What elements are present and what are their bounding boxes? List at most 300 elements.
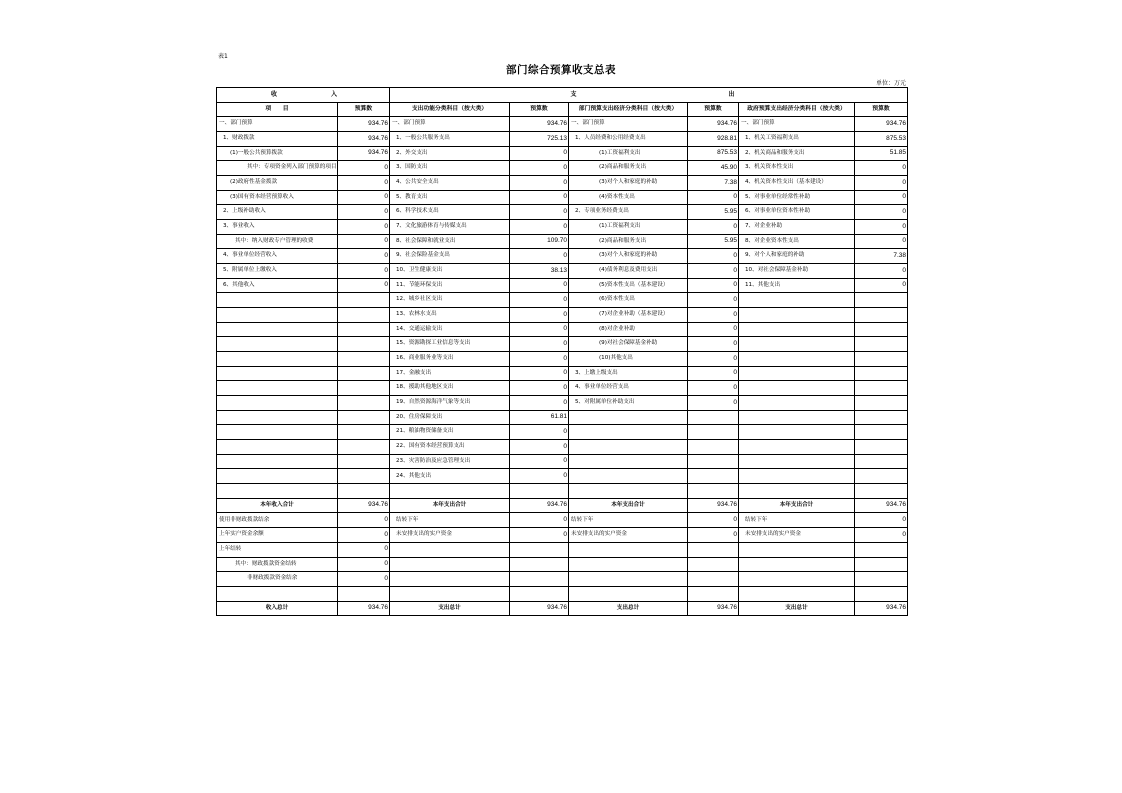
item-label-cell: 3、上缴上级支出 xyxy=(569,366,688,381)
budget-amount-cell: 0 xyxy=(338,234,390,249)
item-label-cell: (2)商品和服务支出 xyxy=(569,234,688,249)
item-label-cell: 支出总计 xyxy=(569,601,688,616)
item-label-cell xyxy=(569,542,688,557)
col-header: 政府预算支出经济分类科目（按大类） xyxy=(739,102,855,117)
table-row xyxy=(217,278,908,293)
item-label-cell: 一、部门预算 xyxy=(739,117,855,132)
item-label-cell: (9)对社会保障基金补助 xyxy=(569,337,688,352)
table-row xyxy=(217,396,908,411)
budget-amount-cell: 0 xyxy=(338,542,390,557)
item-label-cell: (3)对个人和家庭的补助 xyxy=(569,176,688,191)
item-label-cell xyxy=(739,352,855,367)
item-label-cell xyxy=(217,396,338,411)
item-label-cell: 其中：财政拨款资金结转 xyxy=(217,557,338,572)
item-label-cell xyxy=(739,410,855,425)
table-row xyxy=(217,293,908,308)
item-label-cell: 未安排支出的实户资金 xyxy=(569,528,688,543)
budget-amount-cell: 0 xyxy=(338,264,390,279)
budget-amount-cell: 0 xyxy=(688,322,739,337)
item-label-cell: 5、附属单位上缴收入 xyxy=(217,264,338,279)
table-row xyxy=(217,572,908,587)
item-label-cell: 6、科学技术支出 xyxy=(390,205,510,220)
table-row xyxy=(217,249,908,264)
budget-amount-cell: 725.13 xyxy=(510,132,569,147)
item-label-cell: (5)资本性支出（基本建设） xyxy=(569,278,688,293)
budget-amount-cell: 0 xyxy=(510,454,569,469)
budget-amount-cell: 0 xyxy=(855,161,908,176)
budget-amount-cell: 0 xyxy=(855,234,908,249)
budget-amount-cell xyxy=(855,469,908,484)
table-row xyxy=(217,205,908,220)
budget-amount-cell xyxy=(338,425,390,440)
budget-amount-cell: 0 xyxy=(338,205,390,220)
budget-amount-cell: 0 xyxy=(338,161,390,176)
budget-amount-cell: 934.76 xyxy=(338,498,390,513)
budget-amount-cell xyxy=(338,366,390,381)
item-label-cell: 支出总计 xyxy=(739,601,855,616)
budget-amount-cell: 0 xyxy=(338,220,390,235)
table-row xyxy=(217,352,908,367)
item-label-cell xyxy=(739,542,855,557)
budget-amount-cell: 928.81 xyxy=(688,132,739,147)
table-row xyxy=(217,234,908,249)
item-label-cell xyxy=(569,586,688,601)
item-label-cell: 3、机关资本性支出 xyxy=(739,161,855,176)
budget-amount-cell xyxy=(855,337,908,352)
item-label-cell xyxy=(739,293,855,308)
item-label-cell: 上年实户资金余额 xyxy=(217,528,338,543)
budget-amount-cell: 0 xyxy=(510,528,569,543)
item-label-cell: 2、专项业务经费支出 xyxy=(569,205,688,220)
budget-amount-cell: 0 xyxy=(338,528,390,543)
budget-amount-cell: 0 xyxy=(688,366,739,381)
item-label-cell xyxy=(217,381,338,396)
item-label-cell: (1)工资福利支出 xyxy=(569,146,688,161)
budget-amount-cell: 934.76 xyxy=(338,117,390,132)
table-row xyxy=(217,366,908,381)
item-label-cell xyxy=(217,440,338,455)
budget-amount-cell: 0 xyxy=(510,322,569,337)
item-label-cell: 一、部门预算 xyxy=(390,117,510,132)
budget-amount-cell: 0 xyxy=(510,308,569,323)
column-header-row xyxy=(217,102,908,117)
item-label-cell xyxy=(569,572,688,587)
item-label-cell xyxy=(217,337,338,352)
budget-amount-cell: 61.81 xyxy=(510,410,569,425)
budget-amount-cell: 934.76 xyxy=(338,601,390,616)
budget-amount-cell: 0 xyxy=(510,469,569,484)
item-label-cell xyxy=(390,557,510,572)
item-label-cell: 7、文化旅游体育与传媒支出 xyxy=(390,220,510,235)
item-label-cell: 3、国防支出 xyxy=(390,161,510,176)
budget-amount-cell: 0 xyxy=(855,528,908,543)
budget-amount-cell: 934.76 xyxy=(688,117,739,132)
item-label-cell: (8)对企业补助 xyxy=(569,322,688,337)
table-row xyxy=(217,146,908,161)
item-label-cell: 4、公共安全支出 xyxy=(390,176,510,191)
budget-amount-cell: 0 xyxy=(688,396,739,411)
budget-amount-cell: 0 xyxy=(510,381,569,396)
item-label-cell: 4、事业单位经营收入 xyxy=(217,249,338,264)
item-label-cell xyxy=(739,440,855,455)
item-label-cell xyxy=(739,381,855,396)
item-label-cell: 15、资源勘探工业信息等支出 xyxy=(390,337,510,352)
budget-amount-cell: 0 xyxy=(688,352,739,367)
table-row xyxy=(217,513,908,528)
item-label-cell xyxy=(569,410,688,425)
budget-amount-cell: 934.76 xyxy=(338,132,390,147)
budget-amount-cell xyxy=(855,454,908,469)
budget-amount-cell xyxy=(338,469,390,484)
item-label-cell xyxy=(739,396,855,411)
budget-amount-cell: 5.95 xyxy=(688,234,739,249)
item-label-cell: 19、自然资源海洋气象等支出 xyxy=(390,396,510,411)
item-label-cell xyxy=(217,322,338,337)
table-row xyxy=(217,190,908,205)
item-label-cell xyxy=(569,469,688,484)
budget-amount-cell xyxy=(338,308,390,323)
table-row xyxy=(217,337,908,352)
budget-amount-cell: 0 xyxy=(510,278,569,293)
budget-amount-cell xyxy=(855,440,908,455)
expense-section-header xyxy=(390,88,908,103)
budget-amount-cell: 0 xyxy=(338,190,390,205)
budget-amount-cell xyxy=(855,293,908,308)
budget-amount-cell xyxy=(338,410,390,425)
budget-amount-cell: 0 xyxy=(510,425,569,440)
item-label-cell xyxy=(569,484,688,499)
item-label-cell xyxy=(569,440,688,455)
item-label-cell xyxy=(217,366,338,381)
table-row xyxy=(217,161,908,176)
item-label-cell: (4)资本性支出 xyxy=(569,190,688,205)
item-label-cell: 8、对企业资本性支出 xyxy=(739,234,855,249)
item-label-cell: (1)工资福利支出 xyxy=(569,220,688,235)
item-label-cell: 5、教育支出 xyxy=(390,190,510,205)
budget-amount-cell: 0 xyxy=(510,396,569,411)
budget-amount-cell: 0 xyxy=(510,293,569,308)
item-label-cell: 1、人员经费和公用经费支出 xyxy=(569,132,688,147)
item-label-cell: 1、机关工资福利支出 xyxy=(739,132,855,147)
item-label-cell xyxy=(217,352,338,367)
item-label-cell: 6、对事业单位资本性补助 xyxy=(739,205,855,220)
item-label-cell: 22、国有资本经营预算支出 xyxy=(390,440,510,455)
budget-amount-cell: 0 xyxy=(688,264,739,279)
item-label-cell: 本年收入合计 xyxy=(217,498,338,513)
budget-table xyxy=(216,87,908,616)
table-row xyxy=(217,381,908,396)
unit-label: 单位：万元 xyxy=(875,80,906,87)
item-label-cell xyxy=(739,425,855,440)
item-label-cell: 未安排支出的实户资金 xyxy=(739,528,855,543)
item-label-cell xyxy=(390,586,510,601)
budget-amount-cell: 0 xyxy=(510,249,569,264)
item-label-cell: 3、事业收入 xyxy=(217,220,338,235)
item-label-cell: 结转下年 xyxy=(390,513,510,528)
item-label-cell: 未安排支出的实户资金 xyxy=(390,528,510,543)
budget-amount-cell xyxy=(510,542,569,557)
table-row xyxy=(217,264,908,279)
budget-amount-cell: 934.76 xyxy=(855,601,908,616)
budget-amount-cell: 934.76 xyxy=(510,601,569,616)
item-label-cell: 13、农林水支出 xyxy=(390,308,510,323)
item-label-cell: 5、对附属单位补助支出 xyxy=(569,396,688,411)
budget-amount-cell xyxy=(688,440,739,455)
item-label-cell: 一、部门预算 xyxy=(569,117,688,132)
item-label-cell: (6)资本性支出 xyxy=(569,293,688,308)
budget-amount-cell: 0 xyxy=(688,308,739,323)
item-label-cell: 4、事业单位经营支出 xyxy=(569,381,688,396)
budget-amount-cell: 0 xyxy=(855,220,908,235)
budget-amount-cell xyxy=(855,425,908,440)
budget-amount-cell: 934.76 xyxy=(338,146,390,161)
item-label-cell: 4、机关资本性支出（基本建设） xyxy=(739,176,855,191)
table-row xyxy=(217,586,908,601)
budget-amount-cell xyxy=(510,572,569,587)
budget-amount-cell: 0 xyxy=(688,381,739,396)
col-header: 部门预算支出经济分类科目（按大类） xyxy=(569,102,688,117)
item-label-cell: 16、商业服务业等支出 xyxy=(390,352,510,367)
item-label-cell xyxy=(217,293,338,308)
budget-amount-cell xyxy=(338,337,390,352)
budget-amount-cell xyxy=(338,381,390,396)
budget-amount-cell: 0 xyxy=(688,278,739,293)
budget-amount-cell: 7.38 xyxy=(688,176,739,191)
item-label-cell: 使用非财政拨款结余 xyxy=(217,513,338,528)
budget-amount-cell: 875.53 xyxy=(855,132,908,147)
expense-header-b: 出 xyxy=(728,90,737,98)
item-label-cell: 非财政拨款资金结余 xyxy=(217,572,338,587)
budget-amount-cell: 0 xyxy=(688,249,739,264)
budget-amount-cell: 45.90 xyxy=(688,161,739,176)
budget-amount-cell: 0 xyxy=(510,352,569,367)
item-label-cell: 本年支出合计 xyxy=(739,498,855,513)
item-label-cell: 本年支出合计 xyxy=(569,498,688,513)
item-label-cell xyxy=(390,572,510,587)
item-label-cell xyxy=(739,454,855,469)
section-header-row xyxy=(217,88,908,103)
budget-amount-cell: 0 xyxy=(510,146,569,161)
col-header: 预算数 xyxy=(338,102,390,117)
table-row xyxy=(217,542,908,557)
budget-amount-cell: 51.85 xyxy=(855,146,908,161)
budget-amount-cell: 0 xyxy=(510,366,569,381)
item-label-cell: 24、其他支出 xyxy=(390,469,510,484)
budget-amount-cell: 0 xyxy=(510,161,569,176)
table-row xyxy=(217,498,908,513)
budget-amount-cell xyxy=(855,322,908,337)
table-row xyxy=(217,454,908,469)
budget-amount-cell xyxy=(510,484,569,499)
item-label-cell: 18、援助其他地区支出 xyxy=(390,381,510,396)
item-label-cell: 2、机关商品和服务支出 xyxy=(739,146,855,161)
item-label-cell: 8、社会保障和就业支出 xyxy=(390,234,510,249)
col-header: 预算数 xyxy=(510,102,569,117)
budget-amount-cell xyxy=(688,542,739,557)
item-label-cell xyxy=(739,484,855,499)
budget-amount-cell: 7.38 xyxy=(855,249,908,264)
col-header: 预算数 xyxy=(688,102,739,117)
item-label-cell: 结转下年 xyxy=(739,513,855,528)
budget-amount-cell: 0 xyxy=(338,572,390,587)
item-label-cell: 2、外交支出 xyxy=(390,146,510,161)
item-label-cell: (10)其他支出 xyxy=(569,352,688,367)
item-label-cell: 支出总计 xyxy=(390,601,510,616)
item-label-cell: 10、卫生健康支出 xyxy=(390,264,510,279)
item-label-cell: 结转下年 xyxy=(569,513,688,528)
item-label-cell xyxy=(217,454,338,469)
item-label-cell: 1、财政拨款 xyxy=(217,132,338,147)
budget-amount-cell: 0 xyxy=(510,440,569,455)
table-row xyxy=(217,440,908,455)
item-label-cell xyxy=(217,484,338,499)
item-label-cell: 9、社会保险基金支出 xyxy=(390,249,510,264)
item-label-cell: (1)一般公共预算拨款 xyxy=(217,146,338,161)
table-row xyxy=(217,484,908,499)
income-header-a: 收 xyxy=(271,90,280,98)
table-row xyxy=(217,322,908,337)
item-label-cell: 14、交通运输支出 xyxy=(390,322,510,337)
budget-amount-cell: 0 xyxy=(338,557,390,572)
budget-amount-cell: 0 xyxy=(688,528,739,543)
budget-amount-cell xyxy=(855,308,908,323)
item-label-cell xyxy=(569,425,688,440)
budget-amount-cell: 934.76 xyxy=(688,601,739,616)
item-label-cell xyxy=(569,557,688,572)
item-label-cell: (2)政府性基金拨款 xyxy=(217,176,338,191)
item-label-cell: 一、部门预算 xyxy=(217,117,338,132)
item-label-cell xyxy=(739,586,855,601)
table-row xyxy=(217,557,908,572)
table-row xyxy=(217,308,908,323)
income-section-header xyxy=(217,88,390,103)
item-label-cell xyxy=(739,366,855,381)
budget-amount-cell xyxy=(338,352,390,367)
budget-amount-cell xyxy=(855,542,908,557)
budget-amount-cell xyxy=(688,572,739,587)
budget-amount-cell: 0 xyxy=(338,176,390,191)
item-label-cell xyxy=(217,586,338,601)
table-row xyxy=(217,425,908,440)
budget-amount-cell: 0 xyxy=(510,190,569,205)
budget-amount-cell: 0 xyxy=(855,513,908,528)
item-label-cell: 10、对社会保障基金补助 xyxy=(739,264,855,279)
budget-amount-cell: 0 xyxy=(688,293,739,308)
item-label-cell: 其中：专项资金列入部门预算的项目 xyxy=(217,161,338,176)
table-tag: 表1 xyxy=(218,53,228,60)
item-label-cell xyxy=(390,542,510,557)
item-label-cell: (7)对企业补助（基本建设） xyxy=(569,308,688,323)
budget-amount-cell: 934.76 xyxy=(510,117,569,132)
item-label-cell xyxy=(739,322,855,337)
budget-amount-cell xyxy=(855,410,908,425)
item-label-cell: (4)债务利息及费用支出 xyxy=(569,264,688,279)
budget-amount-cell xyxy=(688,425,739,440)
item-label-cell: 23、灾害防治及应急管理支出 xyxy=(390,454,510,469)
item-label-cell: 11、节能环保支出 xyxy=(390,278,510,293)
budget-amount-cell xyxy=(510,586,569,601)
item-label-cell xyxy=(569,454,688,469)
col-header: 预算数 xyxy=(855,102,908,117)
budget-amount-cell: 0 xyxy=(688,190,739,205)
item-label-cell xyxy=(217,410,338,425)
budget-amount-cell xyxy=(688,454,739,469)
budget-amount-cell xyxy=(855,396,908,411)
budget-amount-cell: 0 xyxy=(855,190,908,205)
item-label-cell: (2)商品和服务支出 xyxy=(569,161,688,176)
item-label-cell: 上年结转 xyxy=(217,542,338,557)
page-title: 部门综合预算收支总表 xyxy=(506,64,616,76)
item-label-cell: 1、一般公共服务支出 xyxy=(390,132,510,147)
budget-amount-cell xyxy=(338,440,390,455)
table-row xyxy=(217,132,908,147)
item-label-cell xyxy=(390,484,510,499)
item-label-cell: 9、对个人和家庭的补助 xyxy=(739,249,855,264)
budget-amount-cell: 0 xyxy=(688,220,739,235)
budget-amount-cell: 0 xyxy=(855,176,908,191)
budget-amount-cell: 934.76 xyxy=(510,498,569,513)
budget-amount-cell: 0 xyxy=(510,337,569,352)
item-label-cell: 20、住房保障支出 xyxy=(390,410,510,425)
expense-header-a: 支 xyxy=(570,90,579,98)
item-label-cell xyxy=(217,308,338,323)
item-label-cell xyxy=(739,557,855,572)
budget-amount-cell: 0 xyxy=(855,278,908,293)
item-label-cell: 5、对事业单位经常性补助 xyxy=(739,190,855,205)
budget-amount-cell xyxy=(338,322,390,337)
budget-amount-cell: 0 xyxy=(338,513,390,528)
budget-amount-cell: 0 xyxy=(510,513,569,528)
budget-amount-cell: 0 xyxy=(510,220,569,235)
budget-amount-cell xyxy=(855,557,908,572)
budget-amount-cell xyxy=(855,381,908,396)
item-label-cell: 7、对企业补助 xyxy=(739,220,855,235)
table-row xyxy=(217,528,908,543)
budget-amount-cell: 934.76 xyxy=(855,498,908,513)
item-label-cell: (3)对个人和家庭的补助 xyxy=(569,249,688,264)
item-label-cell: 收入总计 xyxy=(217,601,338,616)
budget-amount-cell: 109.70 xyxy=(510,234,569,249)
budget-amount-cell xyxy=(338,293,390,308)
item-label-cell: 其中：纳入财政专户管理的收费 xyxy=(217,234,338,249)
budget-amount-cell xyxy=(338,484,390,499)
budget-amount-cell xyxy=(855,484,908,499)
item-label-cell xyxy=(739,572,855,587)
budget-amount-cell: 875.53 xyxy=(688,146,739,161)
budget-amount-cell: 0 xyxy=(855,205,908,220)
budget-amount-cell xyxy=(688,586,739,601)
budget-amount-cell xyxy=(855,572,908,587)
budget-amount-cell xyxy=(688,557,739,572)
item-label-cell: (3)国有资本经营预算收入 xyxy=(217,190,338,205)
item-label-cell xyxy=(739,337,855,352)
budget-amount-cell: 0 xyxy=(688,513,739,528)
budget-amount-cell xyxy=(855,586,908,601)
budget-amount-cell: 0 xyxy=(510,205,569,220)
item-label-cell: 12、城乡社区支出 xyxy=(390,293,510,308)
budget-amount-cell xyxy=(855,366,908,381)
item-label-cell: 6、其他收入 xyxy=(217,278,338,293)
budget-amount-cell: 0 xyxy=(510,176,569,191)
item-label-cell: 2、上级补助收入 xyxy=(217,205,338,220)
budget-amount-cell: 934.76 xyxy=(855,117,908,132)
item-label-cell xyxy=(217,425,338,440)
budget-amount-cell: 0 xyxy=(338,249,390,264)
col-header: 支出功能分类科目（按大类） xyxy=(390,102,510,117)
item-label-cell xyxy=(739,308,855,323)
item-label-cell xyxy=(217,469,338,484)
table-row xyxy=(217,601,908,616)
